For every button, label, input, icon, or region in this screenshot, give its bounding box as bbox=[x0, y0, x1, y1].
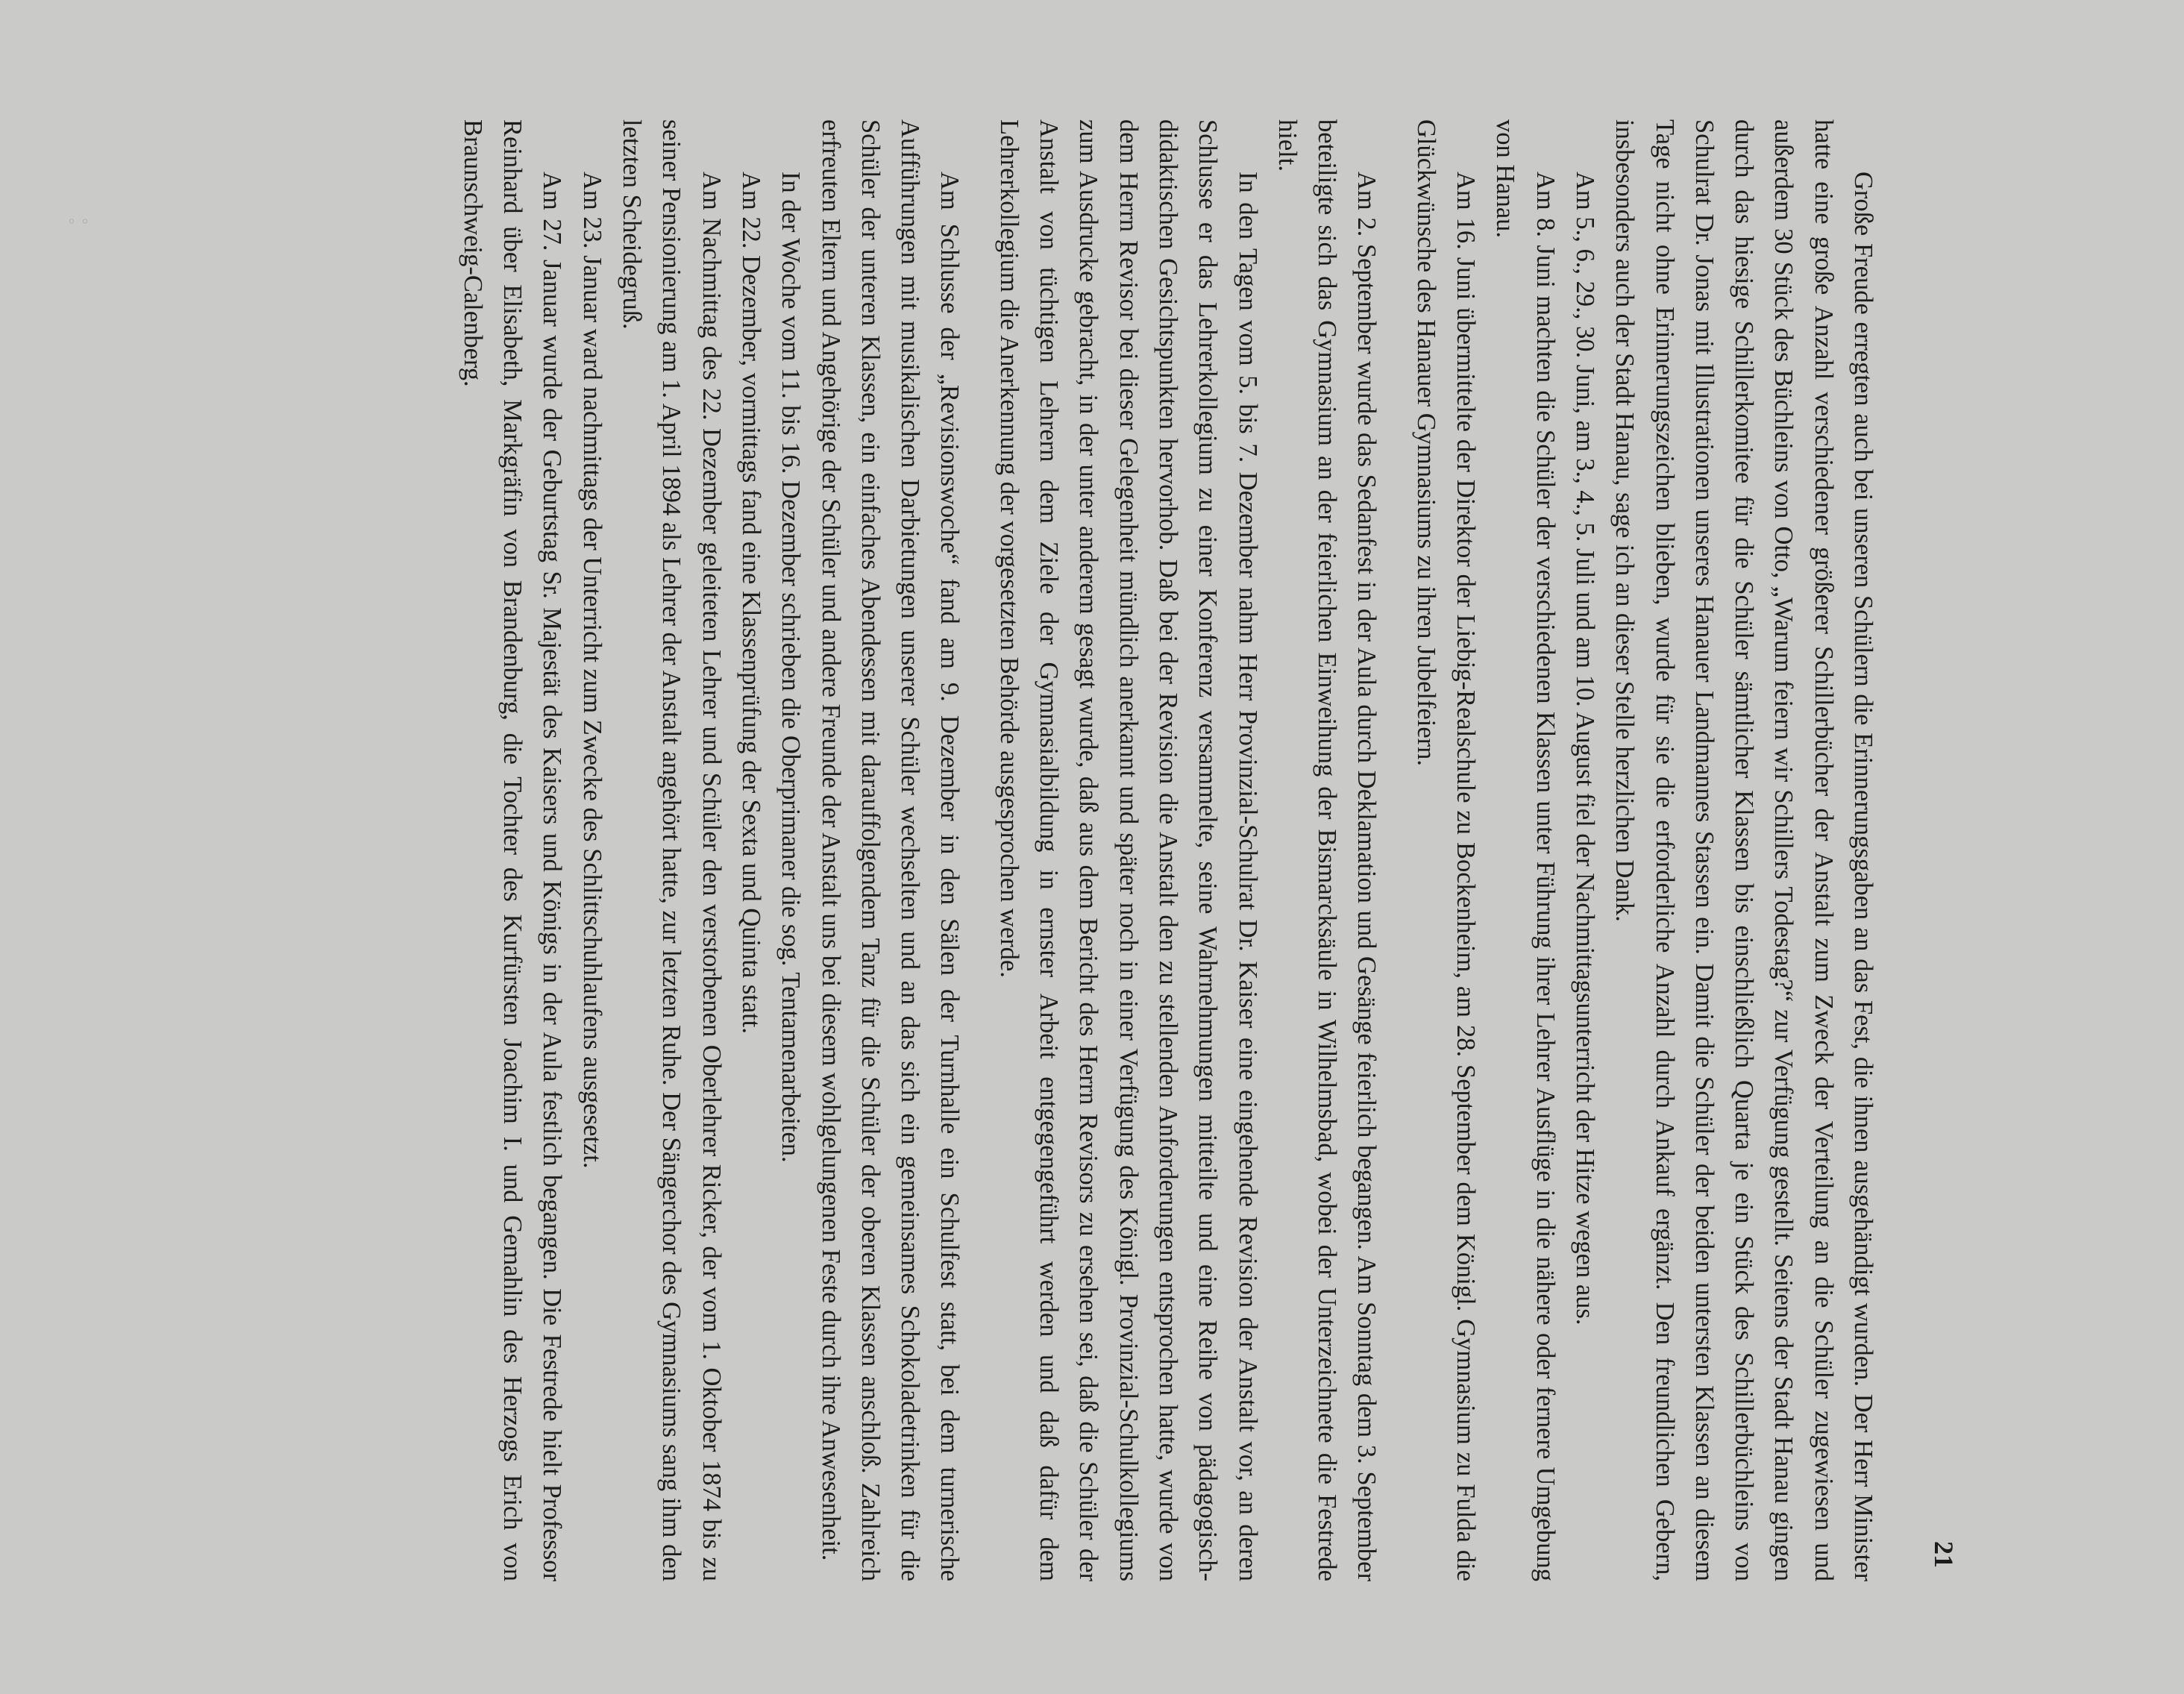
paragraph-kaisergeburtstag: Am 27. Januar wurde der Geburtstag Sr. Majestät des Kaisers und Königs in der Aula festlich begangen. Die Festrede hielt Professor Reinhard über Elisabeth, Markgräfin von Brandenburg, die Tochter des Kurfürsten Joachim I. und Gemahlin des Herzogs Erich von Braunschweig-Calenberg. bbox=[458, 119, 567, 1581]
paragraph-tentamen: In der Woche vom 11. bis 16. Dezember schrieben die Oberprimaner die sog. Tentamenarbeiten. bbox=[776, 172, 806, 1163]
page-number: 21 bbox=[1929, 1541, 1959, 1568]
paragraph-klassenpruefung: Am 22. Dezember, vormittags fand eine Klassenprüfung der Sexta und Quinta statt. bbox=[736, 172, 765, 1034]
paragraph-ricker: Am Nachmittag des 22. Dezember geleiteten Lehrer und Schüler den verstorbenen Oberlehrer Ricker, der vom 1. Oktober 1874 bis zu seiner Pensionierung am 1. April 1894 als Lehrer der Anstalt angehört hatte, zur letzten Ruhe. Der Sängerchor des Gymnasiums sang ihm den letzten Scheidegruß. bbox=[618, 119, 726, 1581]
paragraph-ausfluege: Am 8. Juni machten die Schüler der verschiedenen Klassen unter Führung ihrer Lehrer Ausflüge in die nähere oder fernere Umgebung von Hanau. bbox=[1491, 119, 1560, 1581]
paragraph-schlittschuh: Am 23. Januar ward nachmittags der Unterricht zum Zwecke des Schlittschuhlaufens ausgesetzt. bbox=[577, 172, 606, 1169]
text-block bbox=[453, 119, 1883, 1581]
paragraph-hitzefrei: Am 5., 6., 29., 30. Juni, am 3., 4., 5. Juli und am 10. August fiel der Nachmittagsunterricht der Hitze wegen aus. bbox=[1570, 172, 1599, 1326]
paragraph-sedanfest: Am 2. September wurde das Sedanfest in der Aula durch Deklamation und Gesänge feierlich begangen. Am Sonntag dem 3. September beteiligte sich das Gymnasium an der feierlichen Einweihung der Bismarcksäule in Wilhelmsbad, wobei der Unterzeichnete die Festrede hielt. bbox=[1273, 119, 1381, 1581]
paragraph-glueckwuensche: Am 16. Juni übermittelte der Direktor der Liebig-Realschule zu Bockenheim, am 28. September dem Königl. Gymnasium zu Fulda die Glückwünsche des Hanauer Gymnasiums zu ihren Jubelfeiern. bbox=[1411, 119, 1481, 1581]
scan-mark: ◦ ◦ bbox=[67, 213, 90, 230]
rotated-page-content bbox=[143, 119, 1963, 1581]
paragraph-schulfest: Am Schlusse der „Revisionswoche“ fand am 9. Dezember in den Sälen der Turnhalle ein Schulfest statt, bei dem turnerische Aufführungen mit musikalischen Darbietungen unserer Schüler wechselten und an das sich ein gemeinsames Schokoladetrinken für die Schüler der unteren Klassen, ein einfaches Abendessen mit darauffolgendem Tanz für die Schüler der oberen Klassen anschloß. Zahlreich erfreuten Eltern und Angehörige der Schüler und andere Freunde der Anstalt uns bei diesem wohlgelungenen Feste durch ihre Anwesenheit. bbox=[816, 119, 964, 1581]
page-body bbox=[143, 119, 1963, 1581]
paragraph-erinnerungsgaben: Große Freude erregten auch bei unseren Schülern die Erinnerungsgaben an das Fest, die ihnen ausgehändigt wurden. Der Herr Minister hatte eine große Anzahl verschiedener größerer Schillerbücher der Anstalt zum Zweck der Verteilung an die Schüler zugewiesen und außerdem 30 Stück des Büchleins von Otto, „Warum feiern wir Schillers Todestag?“ zur Verfügung gestellt. Seitens der Stadt Hanau gingen durch das hiesige Schillerkomitee für die Schüler sämtlicher Klassen bis einschließlich Quarta je ein Stück des Schillerbüchleins von Schulrat Dr. Jonas mit Illustrationen unseres Hanauer Landmannes Stassen ein. Damit die Schüler der beiden untersten Klassen an diesem Tage nicht ohne Erinnerungszeichen blieben, wurde für sie die erforderliche Anzahl durch Ankauf ergänzt. Den freundlichen Gebern, insbesonders auch der Stadt Hanau, sage ich an dieser Stelle herzlichen Dank. bbox=[1610, 119, 1877, 1581]
paragraph-revision: In den Tagen vom 5. bis 7. Dezember nahm Herr Provinzial-Schulrat Dr. Kaiser eine eingehende Revision der Anstalt vor, an deren Schlusse er das Lehrerkollegium zu einer Konferenz versammelte, seine Wahrnehmungen mitteilte und eine Reihe von pädagogisch-didaktischen Gesichtspunkten hervorhob. Daß bei der Revision die Anstalt den zu stellenden Anforderungen entsprochen hatte, wurde von dem Herrn Revisor bei dieser Gelegenheit mündlich anerkannt und später noch in einer Verfügung des Königl. Provinzial-Schulkollegiums zum Ausdrucke gebracht, in der unter anderem gesagt wurde, daß aus dem Bericht des Herrn Revisors zu ersehen sei, daß die Schüler der Anstalt von tüchtigen Lehrern dem Ziele der Gymnasialbildung in ernster Arbeit entgegengeführt werden und daß dafür dem Lehrerkollegium die Anerkennung der vorgesetzten Behörde ausgesprochen werde. bbox=[994, 119, 1262, 1581]
